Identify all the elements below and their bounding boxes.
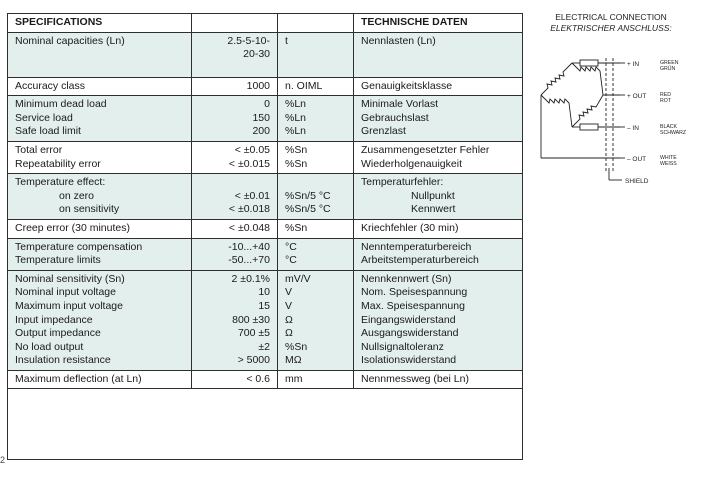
spec-english-cell-line: Maximum deflection (at Ln) <box>15 372 142 385</box>
spec-german-cell-line: Nennkennwert (Sn) <box>361 272 452 285</box>
spec-unit-cell-line: V <box>285 299 293 312</box>
resistor-icon <box>580 60 598 66</box>
spec-value-cell-line: 10 <box>258 286 270 299</box>
spec-english-cell-line: Input impedance <box>15 313 93 326</box>
spec-english-cell-line: Nominal input voltage <box>15 286 116 299</box>
spec-english-cell <box>8 96 192 142</box>
spec-english-cell-line: on sensitivity <box>59 203 120 216</box>
spec-german-cell-line: Ausgangswiderstand <box>361 327 459 340</box>
spec-unit-cell-line: t <box>285 34 288 47</box>
wire-color-black: BLACK <box>660 124 678 130</box>
spec-value-cell-line: 800 ±30 <box>232 313 270 326</box>
spec-value-cell <box>192 370 278 389</box>
spec-unit-cell <box>278 174 354 220</box>
header-blank-cell <box>278 14 354 33</box>
spec-english-cell <box>8 238 192 270</box>
spec-unit-cell-line: mV/V <box>285 272 311 285</box>
terminal-label-plus-in: + IN <box>627 61 640 68</box>
spec-german-cell-line: Nom. Speisespannung <box>361 286 468 299</box>
spec-value-cell-line: -50...+70 <box>228 254 270 267</box>
specifications-heading: SPECIFICATIONS <box>8 14 192 33</box>
spec-unit-cell-line: V <box>285 286 293 299</box>
spec-group-row <box>8 219 523 238</box>
spec-value-cell-line: > 5000 <box>237 354 270 367</box>
terminal-label-minus-in: – IN <box>627 125 639 132</box>
spec-value-cell-line: 150 <box>252 111 270 124</box>
spec-english-cell-line: Nominal capacities (Ln) <box>15 34 125 47</box>
spec-english-cell-line: Insulation resistance <box>15 354 111 367</box>
spec-german-cell <box>354 174 523 220</box>
spec-value-cell <box>192 141 278 173</box>
spec-german-cell <box>354 32 523 77</box>
spec-value-cell <box>192 238 278 270</box>
spec-unit-cell-line: %Ln <box>285 125 307 138</box>
spec-german-cell-line: Max. Speisespannung <box>361 299 465 312</box>
spec-german-cell-line: Temperaturfehler: <box>361 176 444 189</box>
spec-group-row <box>8 370 523 389</box>
spec-value-cell <box>192 96 278 142</box>
spec-english-cell <box>8 174 192 220</box>
spec-group-row <box>8 174 523 220</box>
spec-german-cell-line: Arbeitstemperaturbereich <box>361 254 479 267</box>
spec-english-cell-line: Safe load limit <box>15 125 81 138</box>
spec-english-cell <box>8 77 192 96</box>
specifications-table <box>7 13 523 460</box>
spec-german-cell-line: Nennmessweg (bei Ln) <box>361 372 469 385</box>
wire-color-white: WHITE <box>660 155 677 161</box>
wire-color-black-de: SCHWARZ <box>660 130 687 136</box>
spec-value-cell-line: 200 <box>252 125 270 138</box>
spec-german-cell-line: Gebrauchslast <box>361 111 429 124</box>
spec-german-cell <box>354 96 523 142</box>
spec-english-cell-line: Nominal sensitivity (Sn) <box>15 272 125 285</box>
spec-value-cell-line: 700 ±5 <box>237 327 270 340</box>
spec-english-cell-line: Output impedance <box>15 327 101 340</box>
resistor-icon <box>541 95 572 127</box>
spec-unit-cell <box>278 141 354 173</box>
spec-unit-cell-line <box>285 176 346 190</box>
resistor-icon <box>572 63 603 95</box>
spec-unit-cell-line: Ω <box>285 313 293 326</box>
spec-german-cell-line: Nennlasten (Ln) <box>361 34 436 47</box>
spec-value-cell-line <box>199 176 270 190</box>
spec-german-cell <box>354 370 523 389</box>
spec-unit-cell-line: °C <box>285 254 297 267</box>
spec-value-cell-line: -10...+40 <box>228 240 270 253</box>
spec-unit-cell-line: %Ln <box>285 111 307 124</box>
blank-row <box>8 389 523 460</box>
shield-label: SHIELD <box>625 178 649 185</box>
spec-unit-cell <box>278 370 354 389</box>
spec-english-cell-line: Repeatability error <box>15 157 101 170</box>
spec-unit-cell-line: n. OIML <box>285 79 323 92</box>
spec-value-cell <box>192 77 278 96</box>
electrical-connection-title-de: ELEKTRISCHER ANSCHLUSS: <box>550 23 672 33</box>
spec-english-cell <box>8 141 192 173</box>
spec-value-cell <box>192 270 278 370</box>
spec-german-cell <box>354 141 523 173</box>
spec-english-cell-line: Accuracy class <box>15 79 86 92</box>
spec-unit-cell-line: %Sn <box>285 221 308 234</box>
spec-german-cell-line: Genauigkeitsklasse <box>361 79 453 92</box>
wire-color-red: RED <box>660 92 671 98</box>
spec-value-cell-line: < ±0.018 <box>228 203 270 216</box>
spec-unit-cell-line: %Sn/5 °C <box>285 189 331 202</box>
spec-value-cell <box>192 174 278 220</box>
spec-value-cell-line: 1000 <box>246 79 270 92</box>
spec-unit-cell-line: °C <box>285 240 297 253</box>
spec-value-cell-line: < ±0.015 <box>228 157 270 170</box>
table-header-row <box>8 14 523 33</box>
spec-english-cell-line: Temperature effect: <box>15 176 106 189</box>
spec-group-row <box>8 238 523 270</box>
wire-color-green-de: GRÜN <box>660 66 676 72</box>
spec-unit-cell-line: mm <box>285 372 303 385</box>
spec-value-cell-line: < ±0.048 <box>228 221 270 234</box>
spec-english-cell-line: Creep error (30 minutes) <box>15 221 130 234</box>
spec-value-cell-line: ±2 <box>258 340 270 353</box>
spec-german-cell-line: Grenzlast <box>361 125 406 138</box>
spec-english-cell <box>8 270 192 370</box>
spec-english-cell-line: Temperature limits <box>15 254 101 267</box>
spec-value-cell-line: < ±0.05 <box>234 143 270 156</box>
wire-color-red-de: ROT <box>660 98 671 104</box>
spec-german-cell-line: Zusammengesetzter Fehler <box>361 143 490 156</box>
spec-group-row <box>8 96 523 142</box>
spec-unit-cell <box>278 270 354 370</box>
page-mark: 2 <box>0 455 6 465</box>
spec-english-cell-line: Minimum dead load <box>15 98 107 111</box>
spec-unit-cell <box>278 96 354 142</box>
spec-value-cell-line: 2 ±0.1% <box>231 272 270 285</box>
blank-cell <box>8 389 523 460</box>
spec-german-cell <box>354 238 523 270</box>
spec-english-cell-line: Temperature compensation <box>15 240 143 253</box>
spec-german-cell <box>354 77 523 96</box>
spec-value-cell-line: < ±0.01 <box>234 189 270 202</box>
terminal-label-minus-out: – OUT <box>627 156 647 163</box>
spec-unit-cell-line: %Sn <box>285 340 308 353</box>
spec-unit-cell-line: Ω <box>285 327 293 340</box>
wire-color-white-de: WEISS <box>660 161 677 167</box>
specifications-table-body <box>8 14 523 460</box>
spec-english-cell-line: Service load <box>15 111 73 124</box>
spec-value-cell-line: 2.5-5-10- <box>227 34 270 47</box>
spec-value-cell-line: 20-30 <box>243 48 270 61</box>
spec-english-cell <box>8 32 192 77</box>
spec-value-cell-line: < 0.6 <box>246 372 270 385</box>
spec-german-cell-line: Nullpunkt <box>411 189 455 202</box>
electrical-connection-title: ELECTRICAL CONNECTION <box>555 12 667 22</box>
spec-value-cell-line: 0 <box>264 98 270 111</box>
spec-german-cell-line: Kennwert <box>411 203 456 216</box>
header-blank-cell <box>192 14 278 33</box>
spec-unit-cell-line: %Sn <box>285 157 308 170</box>
wiring-diagram-icon <box>528 8 718 208</box>
spec-german-cell-line: Wiederholgenauigkeit <box>361 157 462 170</box>
spec-unit-cell <box>278 32 354 77</box>
spec-german-cell-line: Nenntemperaturbereich <box>361 240 472 253</box>
spec-group-row <box>8 32 523 77</box>
spec-unit-cell <box>278 219 354 238</box>
spec-value-cell <box>192 32 278 77</box>
resistor-icon <box>572 95 603 127</box>
spec-unit-cell <box>278 77 354 96</box>
spec-german-cell-line: Eingangswiderstand <box>361 313 456 326</box>
spec-group-row <box>8 270 523 370</box>
resistor-icon <box>541 63 572 95</box>
spec-english-cell-line: Maximum input voltage <box>15 299 123 312</box>
spec-group-row <box>8 77 523 96</box>
spec-english-cell-line: Total error <box>15 143 63 156</box>
spec-unit-cell-line: %Sn/5 °C <box>285 203 331 216</box>
terminal-label-plus-out: + OUT <box>627 93 647 100</box>
spec-german-cell <box>354 219 523 238</box>
spec-english-cell-line: on zero <box>59 189 95 202</box>
spec-group-row <box>8 141 523 173</box>
spec-german-cell-line: Minimale Vorlast <box>361 98 439 111</box>
spec-value-cell <box>192 219 278 238</box>
resistor-icon <box>580 124 598 130</box>
spec-unit-cell-line: MΩ <box>285 354 302 367</box>
spec-german-cell <box>354 270 523 370</box>
technische-daten-heading: TECHNISCHE DATEN <box>354 14 523 33</box>
spec-english-cell <box>8 219 192 238</box>
spec-german-cell-line: Nullsignaltoleranz <box>361 340 444 353</box>
electrical-connection-diagram <box>528 8 718 208</box>
spec-english-cell-line: No load output <box>15 340 84 353</box>
spec-unit-cell-line: %Sn <box>285 143 308 156</box>
wire-color-green: GREEN <box>660 60 679 66</box>
spec-value-cell-line: 15 <box>258 299 270 312</box>
spec-german-cell-line: Kriechfehler (30 min) <box>361 221 459 234</box>
spec-german-cell-line: Isolationswiderstand <box>361 354 457 367</box>
spec-english-cell <box>8 370 192 389</box>
spec-unit-cell-line: %Ln <box>285 98 307 111</box>
spec-unit-cell <box>278 238 354 270</box>
